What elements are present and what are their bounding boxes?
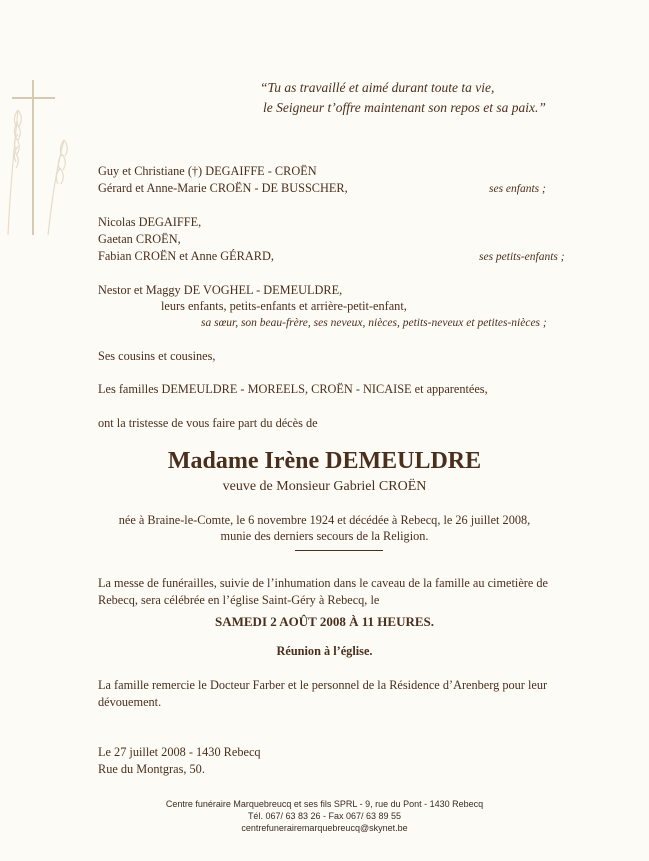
grandchild-line-1: Nicolas DEGAIFFE, [98, 215, 202, 229]
announce-line: ont la tristesse de vous faire part du décès de [98, 416, 318, 430]
grandchild-line-3: Fabian CROËN et Anne GÉRARD, [98, 249, 274, 263]
children-line-2: Gérard et Anne-Marie CROËN - DE BUSSCHER, [98, 181, 348, 195]
meeting-line: Réunion à l’église. [276, 644, 373, 658]
sacraments-line: munie des derniers secours de la Religion. [220, 529, 429, 543]
place-date-line-2: Rue du Montgras, 50. [98, 762, 205, 776]
footer-line-1: Centre funéraire Marquebreucq et ses fils SPRL - 9, rue du Pont - 1430 Rebecq [165, 799, 484, 809]
funeral-line-1: La messe de funérailles, suivie de l’inhumation dans le caveau de la famille au cimetière de [98, 576, 549, 590]
siblings-line-2: leurs enfants, petits-enfants et arrière-petit-enfant, [161, 299, 407, 313]
cousins-line: Ses cousins et cousines, [98, 349, 216, 363]
birth-death-line: née à Braine-le-Comte, le 6 novembre 1924 et décédée à Rebecq, le 26 juillet 2008, [118, 513, 531, 527]
quote-line-2: le Seigneur t’offre maintenant son repos et sa paix.” [263, 100, 546, 115]
funeral-line-2: Rebecq, sera célébrée en l’église Saint-Géry à Rebecq, le [98, 593, 380, 607]
thanks-line-2: dévouement. [98, 695, 162, 709]
children-line-1: Guy et Christiane (†) DEGAIFFE - CROËN [98, 164, 317, 178]
families-line: Les familles DEMEULDRE - MOREELS, CROËN - NICAISE et apparentées, [98, 382, 488, 396]
divider [295, 550, 383, 551]
place-date-line-1: Le 27 juillet 2008 - 1430 Rebecq [98, 745, 261, 759]
children-relation: ses enfants ; [489, 183, 546, 195]
quote-line-1: “Tu as travaillé et aimé durant toute ta vie, [260, 80, 495, 95]
thanks-line-1: La famille remercie le Docteur Farber et le personnel de la Résidence d’Arenberg pour leur [98, 678, 548, 692]
footer-email: centrefunerairemarquebreucq@skynet.be [241, 823, 408, 833]
grandchild-line-2: Gaetan CROËN, [98, 232, 181, 246]
cross-wheat-icon [0, 70, 80, 240]
grandchildren-relation: ses petits-enfants ; [479, 251, 565, 263]
funeral-date: SAMEDI 2 AOÛT 2008 À 11 HEURES. [215, 614, 434, 629]
siblings-line-1: Nestor et Maggy DE VOGHEL - DEMEULDRE, [98, 283, 343, 297]
deceased-name: Madame Irène DEMEULDRE [167, 448, 482, 474]
widow-line: veuve de Monsieur Gabriel CROËN [222, 479, 427, 494]
siblings-relation: sa sœur, son beau-frère, ses neveux, nièces, petits-neveux et petites-nièces ; [201, 317, 547, 329]
footer-line-2: Tél. 067/ 63 83 26 - Fax 067/ 63 89 55 [247, 811, 402, 821]
